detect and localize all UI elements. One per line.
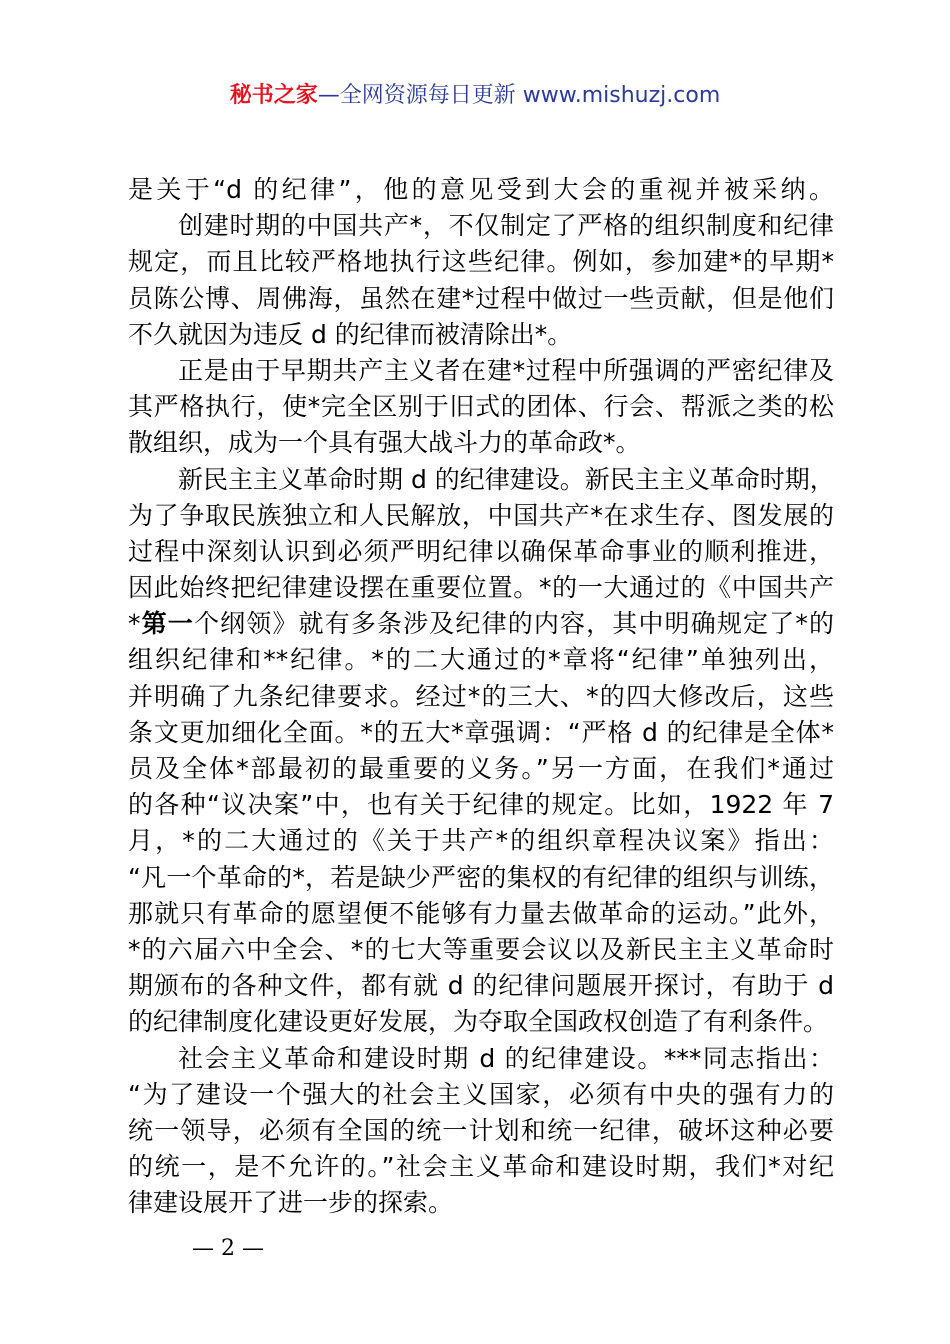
text-line: 规定，而且比较严格地执行这些纪律。例如，参加建*的早期*: [128, 247, 834, 277]
line-prefix: *: [128, 609, 141, 639]
text-line: 月，*的二大通过的《关于共产*的组织章程决议案》指出：: [128, 826, 834, 856]
brand-name: 秘书之家: [229, 83, 318, 108]
paragraph-start-line: 正是由于早期共产主义者在建*过程中所强调的严密纪律及: [178, 355, 834, 385]
text-line: 的统一，是不允许的。”社会主义革命和建设时期，我们*对纪: [128, 1152, 834, 1182]
header-tagline: —全网资源每日更新: [317, 83, 523, 108]
text-line: 员陈公博、周佛海，虽然在建*过程中做过一些贡献，但是他们: [128, 283, 834, 313]
site-url[interactable]: www.mishuzj.com: [522, 83, 721, 108]
text-line: “凡一个革命的*，若是缺少严密的集权的有纪律的组织与训练，: [128, 862, 834, 892]
paragraph-start-line: 新民主主义革命时期 d 的纪律建设。新民主主义革命时期，: [178, 464, 835, 494]
paragraph-start-line: 社会主义革命和建设时期 d 的纪律建设。***同志指出：: [178, 1043, 834, 1073]
text-line: 统一领导，必须有全国的统一计划和统一纪律，破坏这种必要: [128, 1115, 834, 1145]
page-number: — 2 —: [192, 1236, 264, 1261]
text-line: 因此始终把纪律建设摆在重要位置。*的一大通过的《中国共产: [128, 573, 834, 603]
text-line: 那就只有革命的愿望便不能够有力量去做革命的运动。”此外，: [128, 898, 834, 928]
text-line: 其严格执行，使*完全区别于旧式的团体、行会、帮派之类的松: [128, 392, 834, 422]
text-line-with-bold: [128, 606, 834, 642]
bold-text: 第一: [140, 609, 194, 639]
text-line: 员及全体*部最初的最重要的义务。”另一方面，在我们*通过: [128, 754, 834, 783]
text-line: 不久就因为违反 d 的纪律而被清除出*。: [128, 319, 573, 349]
text-line: 是关于“d 的纪律”，他的意见受到大会的重视并被采纳。: [128, 175, 834, 204]
paragraph-start-line: 创建时期的中国共产*，不仅制定了严格的组织制度和纪律: [178, 211, 834, 241]
text-line: 并明确了九条纪律要求。经过*的三大、*的四大修改后，这些: [128, 681, 834, 711]
text-line: 期颁布的各种文件，都有就 d 的纪律问题展开探讨，有助于 d: [128, 971, 834, 1001]
text-line: *的六届六中全会、*的七大等重要会议以及新民主主义革命时: [128, 934, 834, 964]
site-header: [0, 80, 950, 112]
line-rest: 个纲领》就有多条涉及纪律的内容，其中明确规定了*的: [193, 609, 834, 639]
text-line: 的各种“议决案”中，也有关于纪律的规定。比如，1922 年 7: [128, 790, 834, 820]
text-line: “为了建设一个强大的社会主义国家，必须有中央的强有力的: [128, 1079, 834, 1109]
document-body: [128, 172, 834, 1221]
text-line: 过程中深刻认识到必须严明纪律以确保革命事业的顺利推进，: [128, 536, 834, 566]
text-line: 组织纪律和**纪律。*的二大通过的*章将“纪律”单独列出，: [128, 645, 834, 675]
text-line: 条文更加细化全面。*的五大*章强调：“严格 d 的纪律是全体*: [128, 717, 834, 747]
text-line: 为了争取民族独立和人民解放，中国共产*在求生存、图发展的: [128, 500, 834, 530]
text-line: 律建设展开了进一步的探索。: [128, 1188, 454, 1218]
text-line: 的纪律制度化建设更好发展，为夺取全国政权创造了有利条件。: [128, 1007, 829, 1037]
text-line: 散组织，成为一个具有强大战斗力的革命政*。: [128, 428, 641, 458]
